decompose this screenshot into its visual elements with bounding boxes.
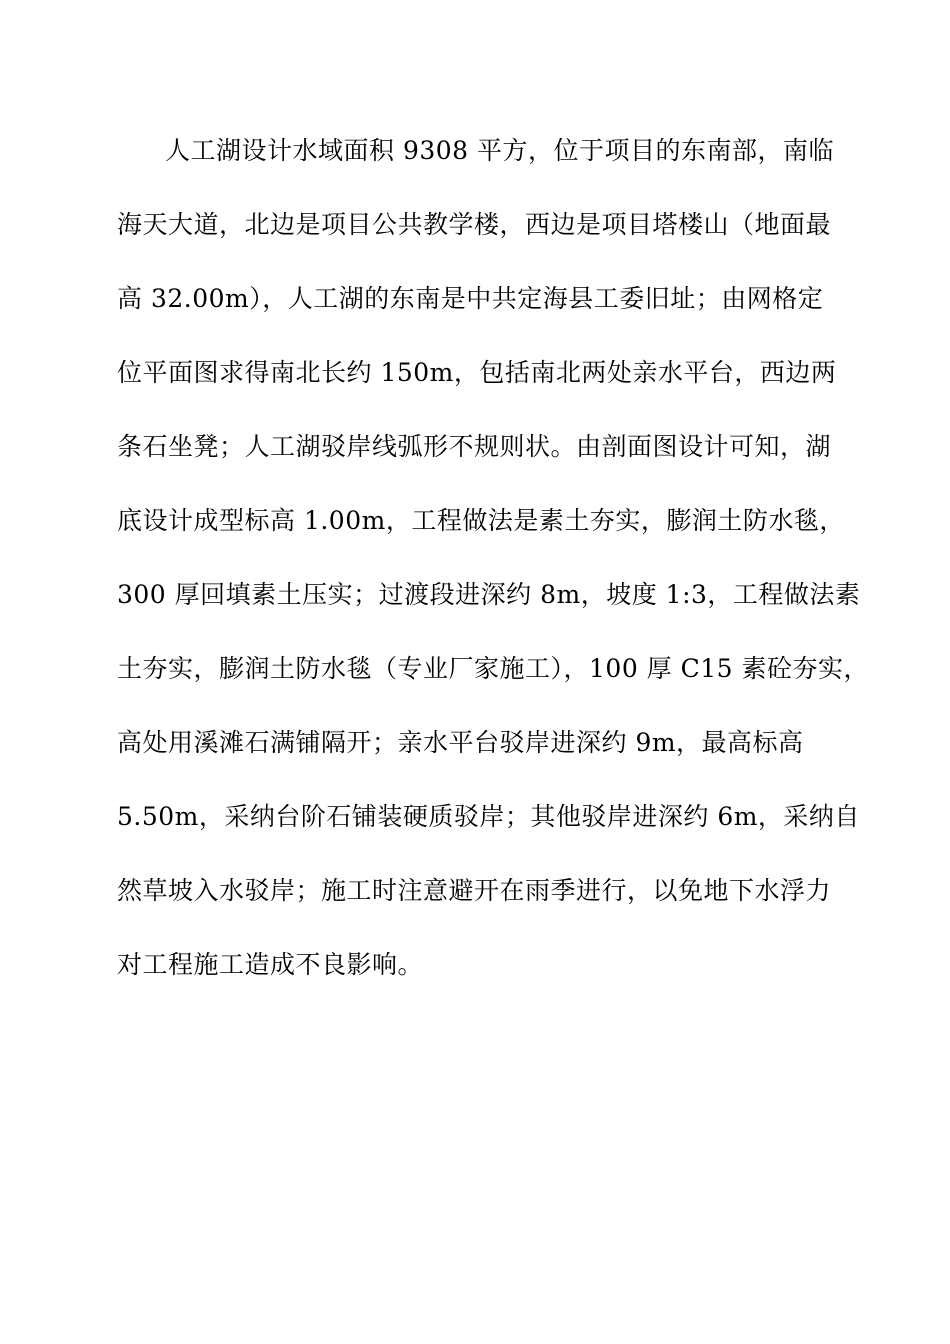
paragraph-line-9: 高处用溪滩石满铺隔开；亲水平台驳岸进深约 9m，最高标高 (117, 728, 804, 757)
paragraph-line-2: 海天大道，北边是项目公共教学楼，西边是项目塔楼山（地面最 (117, 210, 832, 239)
paragraph-line-11: 然草坡入水驳岸；施工时注意避开在雨季进行，以免地下水浮力 (117, 876, 832, 905)
paragraph-line-12: 对工程施工造成不良影响。 (117, 950, 424, 979)
paragraph-line-7: 300 厚回填素土压实；过渡段进深约 8m，坡度 1:3，工程做法素 (117, 580, 861, 609)
paragraph-line-6: 底设计成型标高 1.00m，工程做法是素土夯实，膨润土防水毯， (117, 506, 845, 535)
paragraph-line-1: 人工湖设计水域面积 9308 平方，位于项目的东南部，南临 (165, 136, 835, 165)
paragraph-line-3: 高 32.00m），人工湖的东南是中共定海县工委旧址；由网格定 (117, 284, 824, 313)
paragraph-line-4: 位平面图求得南北长约 150m，包括南北两处亲水平台，西边两 (117, 358, 837, 387)
body-paragraph (117, 126, 869, 1014)
paragraph-line-5: 条石坐凳；人工湖驳岸线弧形不规则状。由剖面图设计可知，湖 (117, 432, 832, 461)
paragraph-line-10: 5.50m，采纳台阶石铺装硬质驳岸；其他驳岸进深约 6m，采纳自 (117, 802, 860, 831)
paragraph-line-8: 土夯实，膨润土防水毯（专业厂家施工），100 厚 C15 素砼夯实， (117, 654, 869, 683)
